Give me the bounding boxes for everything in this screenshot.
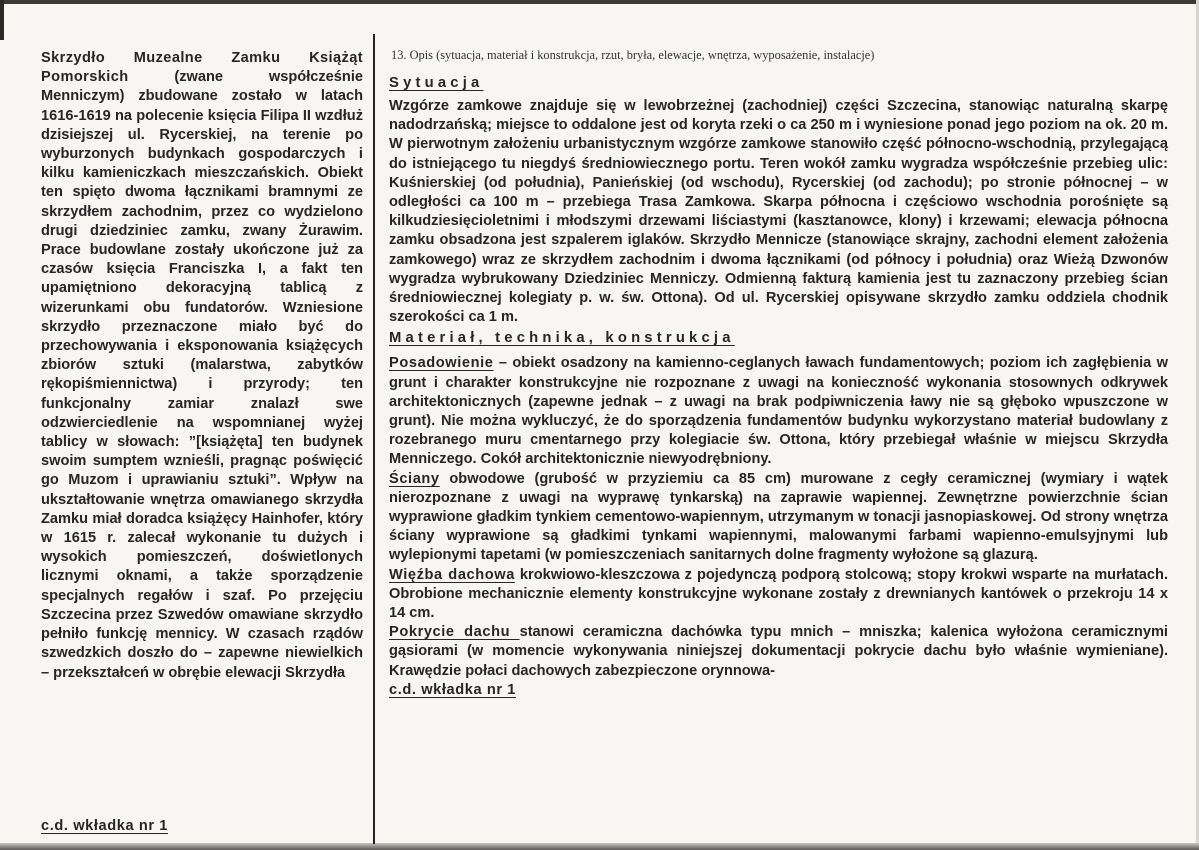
situation-text: Wzgórze zamkowe znajduje się w lewobrzeżnej (zachodniej) części Szczecina, stanowiąc naturalną skarpę nadodrzańską; miejsce to oddalone jest od koryta rzeki o ca 250 m i wyniesione ponad jego poziom na ok. 20 m. W pierwotnym założeniu urbanistycznym wzgórze zamkowe stanowiło część północno-wschodnią, przylegającą do istniejącego tu niegdyś średniowiecznego portu. Teren wokół zamku wygradza współcześnie przebieg ulic: Kuśnierskiej (od południa), Panieńskiej (od wschodu), Rycerskiej (od zachodu); po stronie północnej – w odległości ca 100 m – przebiega Trasa Zamkowa. Skarpa północna i częściowo wschodnia porośnięte są kilkudziesięcioletnimi i młodszymi drzewami liściastymi (kasztanowce, klony) i krzewami; elewacja północna zamku obsadzona jest szpalerem iglaków. Skrzydło Mennicze (stanowiące skrajny, zachodni element założenia zamkowego) wraz ze skrzydłem zachodnim i dwoma łącznikami (od północy i południa) oraz Wieżą Dzwonów wygradza wybrukowany Dziedziniec Menniczy. Odmienną fakturą kamienia jest tu zaznaczony przebieg ścian średniowiecznej kolegiaty p. w. św. Ottona). Od ul. Rycerskiej opisywane skrzydło zamku oddziela chodnik szerokości ca 1 m. [389, 98, 1168, 326]
material-item-foundation [389, 354, 1168, 469]
material-item-label: Pokrycie dachu [389, 624, 520, 641]
scan-bottom-border [0, 843, 1199, 850]
material-item-text: obwodowe (grubość w przyziemiu ca 85 cm) murowane z cegły ceramicznej (wymiary i wątek nierozpoznane z uwagi na wyprawę tynkarską) na zaprawie wapiennej. Zewnętrzne powierzchnie ścian wyprawione gładkim tynkiem cementowo-wapiennym, utrzymanym w tonacji jasnopiaskowej. Od strony wnętrza ściany wyprawione są gładkimi tynkami wapiennymi, malowanymi farbami wapienno-emulsyjnymi lub wylepionymi tapetami (w pomieszczeniach sanitarnych dolne fragmenty wyłożone są glazurą. [389, 470, 1168, 564]
material-item-roof-truss [389, 566, 1168, 624]
section-title-situation: Sytuacja [389, 75, 484, 91]
material-item-text: – obiekt osadzony na kamienno-ceglanych ławach fundamentowych; poziom ich zagłębienia w grunt i charakter konstrukcyjne nie rozpoznane z uwagi na konieczność wykonania stosownych odkrywek architektonicznych (zapewne jednak – z uwagi na brak podpiwniczenia ławy nie są głęboko wpuszczone w grunt). Nie można wykluczyć, że do sporządzenia fundamentów budynku wykorzystano materiał budowlany z rozebranego muru cmentarnego przy kolegiacie św. Ottona, który przebiegał właśnie w miejscu Skrzydła Menniczego. Cokół architektonicznie niewyodrębniony. [389, 355, 1168, 468]
history-column [41, 49, 363, 683]
history-lead-title: Skrzydło Muzealne Zamku Książąt Pomorskich [41, 50, 363, 86]
material-item-label: Więźba dachowa [389, 566, 515, 583]
scan-corner-mark [0, 0, 4, 40]
section-title-material: Materiał, technika, konstrukcja [389, 330, 735, 347]
continuation-note-left: c.d. wkładka nr 1 [41, 818, 168, 834]
form-field-header: 13. Opis (sytuacja, materiał i konstrukcja, rzut, bryła, elewacje, wnętrza, wyposażenie, instalacje) [391, 48, 875, 62]
description-column [389, 48, 1168, 700]
material-item-roofing [389, 623, 1168, 681]
material-item-text: krokwiowo-kleszczowa z pojedynczą podporą stolcową; stopy krokwi wsparte na murłatach. Obrobione mechanicznie elementy konstrukcyjne wykonane zostały z drewnianych kantówek o przekroju 14 x 14 cm. [389, 566, 1169, 622]
material-item-walls [389, 470, 1168, 566]
material-item-label: Posadowienie [389, 355, 494, 372]
column-divider [373, 34, 375, 844]
continuation-note-right: c.d. wkładka nr 1 [389, 681, 516, 698]
history-text: (zwane współcześnie Menniczym) zbudowane zostało w latach 1616-1619 na polecenie księcia Filipa II wzdłuż dzisiejszej ul. Rycerskiej, na terenie po wyburzonych budynkach gospodarczych i kilku kamieniczkach mieszczańskich. Obiekt ten spięto dwoma łącznikami bramnymi ze skrzydłem zachodnim, przez co wydzielono drugi dziedziniec zamku, zwany Żurawim. Prace budowlane zostały ukończone już za czasów księcia Franciszka I, a fakt ten upamiętniono dekoracyjną tablicą z wizerunkami obu fundatorów. Wzniesione skrzydło przeznaczone miało być do przechowywania i eksponowania książęcych zbiorów sztuki (malarstwa, zabytków rękopiśmiennictwa) i przyrody; ten funkcjonalny zamiar znalazł swe odzwierciedlenie na wspomnianej wyżej tablicy w słowach: ”[książęta] ten budynek swoim sumptem wznieśli, pragnąc poświęcić go Muzom i uprawianiu sztuki”. Wpływ na ukształtowanie wnętrza omawianego skrzydła Zamku miał doradca książęcy Hainhofer, który w 1615 r. zalecał wykonanie tu dużych i wysokich pomieszczeń, doświetlonych licznymi oknami, a także sporządzenie specjalnych regałów i szaf. Po przejęciu Szczecina przez Szwedów omawiane skrzydło pełniło funkcję mennicy. W czasach rządów szwedzkich doszło do – zapewne niewielkich – przekształceń w obrębie elewacji Skrzydła [41, 69, 363, 681]
material-item-text: stanowi ceramiczna dachówka typu mnich – mniszka; kalenica wyłożona ceramicznymi gąsiorami (w momencie wykonywania niniejszej dokumentacji pokrycie dachu było właśnie wymieniane). Krawędzie połaci dachowych zabezpieczone orynnowa- [389, 624, 1168, 679]
scan-top-border [0, 0, 1199, 4]
material-item-label: Ściany [389, 470, 440, 487]
